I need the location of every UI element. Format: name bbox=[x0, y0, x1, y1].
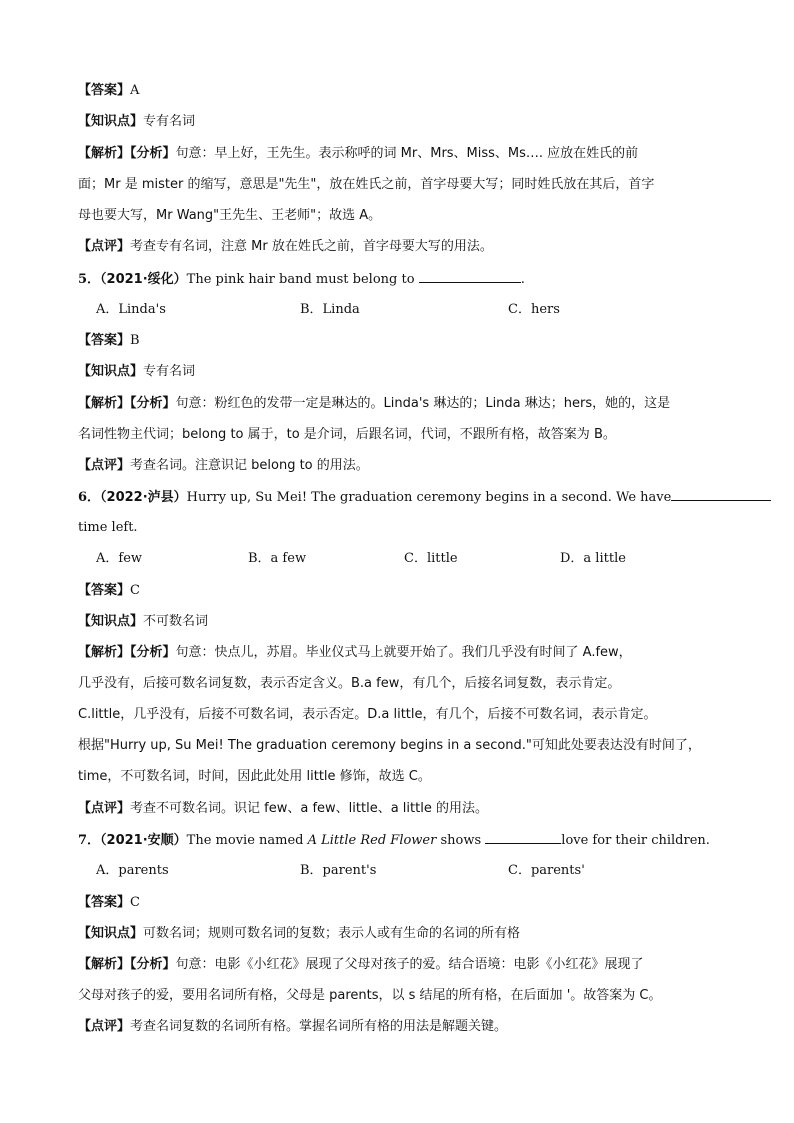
q7-stem-line bbox=[78, 831, 710, 850]
q6-knowledge-line bbox=[78, 613, 208, 631]
q7-option-a: A．parents bbox=[96, 863, 169, 878]
q7-number: 7． bbox=[78, 833, 101, 848]
analysis-tag: 【解析】 bbox=[78, 396, 131, 411]
q7-stem-mid: shows bbox=[436, 833, 486, 848]
q5-answer-line bbox=[78, 332, 140, 350]
knowledge-tag: 【知识点】 bbox=[78, 614, 144, 629]
q5-knowledge: 专有名词 bbox=[143, 364, 196, 379]
q6-analysis-line-1 bbox=[78, 644, 632, 662]
fenxi-tag: 【分析】 bbox=[130, 957, 176, 972]
comment-tag: 【点评】 bbox=[78, 1019, 131, 1034]
q7-analysis-text-1: 句意：电影《小红花》展现了父母对孩子的爱。结合语境：电影《小红花》展现了 bbox=[175, 957, 644, 972]
q5-option-c: C．hers bbox=[508, 302, 560, 317]
q7-answer: C bbox=[130, 895, 140, 910]
q5-comment: 考查名词。注意识记 belong to 的用法。 bbox=[130, 458, 369, 473]
q5-option-b: B．Linda bbox=[300, 302, 360, 317]
q7-knowledge-line bbox=[78, 925, 520, 943]
q6-stem: Hurry up, Su Mei! The graduation ceremony begins in a second. We have bbox=[186, 490, 672, 505]
fenxi-tag: 【分析】 bbox=[130, 396, 176, 411]
q6-answer: C bbox=[130, 583, 140, 598]
knowledge-tag: 【知识点】 bbox=[78, 364, 144, 379]
comment-tag: 【点评】 bbox=[78, 239, 131, 254]
q6-answer-blank bbox=[671, 488, 771, 501]
q7-knowledge: 可数名词；规则可数名词的复数；表示人或有生命的名词的所有格 bbox=[143, 926, 521, 941]
q7-option-c: C．parents' bbox=[508, 863, 585, 878]
q5-knowledge-line bbox=[78, 363, 195, 381]
q7-option-b: B．parent's bbox=[300, 863, 377, 878]
answer-tag: 【答案】 bbox=[78, 583, 131, 598]
fenxi-tag: 【分析】 bbox=[130, 146, 176, 161]
q7-source: （2021·安顺） bbox=[100, 833, 187, 848]
q7-analysis-line-1 bbox=[78, 956, 644, 974]
q6-option-d: D．a little bbox=[560, 551, 626, 566]
q4-analysis-line-2: 面；Mr 是 mister 的缩写，意思是"先生"，放在姓氏之前，首字母要大写；同时姓氏放在其后，首字 bbox=[78, 177, 655, 192]
answer-tag: 【答案】 bbox=[78, 83, 131, 98]
q5-answer-blank bbox=[419, 270, 521, 283]
q5-analysis-text-1: 句意：粉红色的发带一定是琳达的。Linda's 琳达的；Linda 琳达；hers，她的，这是 bbox=[175, 396, 671, 411]
knowledge-tag: 【知识点】 bbox=[78, 114, 144, 129]
q5-analysis-line-1 bbox=[78, 395, 670, 413]
q6-comment-line bbox=[78, 800, 488, 818]
q7-stem-pre: The movie named bbox=[186, 833, 308, 848]
q5-answer: B bbox=[130, 333, 140, 348]
q4-analysis-line-1 bbox=[78, 145, 638, 163]
q4-comment-line bbox=[78, 238, 493, 256]
q6-analysis-text-1: 句意：快点儿，苏眉。毕业仪式马上就要开始了。我们几乎没有时间了 A.few， bbox=[175, 645, 632, 660]
q6-option-a: A．few bbox=[96, 551, 143, 566]
q5-source: （2021·绥化） bbox=[100, 272, 187, 287]
q7-analysis-line-2: 父母对孩子的爱，要用名词所有格，父母是 parents，以 s 结尾的所有格，在后面加 '。故答案为 C。 bbox=[78, 988, 662, 1003]
q4-knowledge-line bbox=[78, 113, 195, 131]
q6-analysis-line-4: 根据"Hurry up, Su Mei! The graduation ceremony begins in a second."可知此处要表达没有时间了， bbox=[78, 738, 701, 753]
q6-option-b: B．a few bbox=[248, 551, 307, 566]
q4-knowledge: 专有名词 bbox=[143, 114, 196, 129]
q6-source: （2022·泸县） bbox=[100, 490, 187, 505]
q7-answer-line bbox=[78, 894, 140, 912]
comment-tag: 【点评】 bbox=[78, 458, 131, 473]
q4-answer: A bbox=[130, 83, 140, 98]
q6-knowledge: 不可数名词 bbox=[143, 614, 209, 629]
fenxi-tag: 【分析】 bbox=[130, 645, 176, 660]
analysis-tag: 【解析】 bbox=[78, 645, 131, 660]
analysis-tag: 【解析】 bbox=[78, 146, 131, 161]
analysis-tag: 【解析】 bbox=[78, 957, 131, 972]
q4-comment: 考查专有名词，注意 Mr 放在姓氏之前，首字母要大写的用法。 bbox=[130, 239, 493, 254]
q6-option-c: C．little bbox=[404, 551, 458, 566]
q6-comment: 考查不可数名词。识记 few、a few、little、a little 的用法。 bbox=[130, 801, 488, 816]
answer-tag: 【答案】 bbox=[78, 333, 131, 348]
q6-stem-line-2: time left. bbox=[78, 520, 138, 535]
q4-answer-line bbox=[78, 82, 139, 100]
q7-comment-line bbox=[78, 1018, 507, 1036]
q5-number: 5． bbox=[78, 272, 101, 287]
q6-analysis-line-3: C.little，几乎没有，后接不可数名词，表示否定。D.a little，有几个，后接不可数名词，表示肯定。 bbox=[78, 707, 657, 722]
q4-analysis-text-1: 句意：早上好，王先生。表示称呼的词 Mr、Mrs、Miss、Ms…. 应放在姓氏的前 bbox=[175, 146, 639, 161]
q6-stem-line bbox=[78, 488, 771, 507]
q7-answer-blank bbox=[485, 831, 561, 844]
q7-comment: 考查名词复数的名词所有格。掌握名词所有格的用法是解题关键。 bbox=[130, 1019, 508, 1034]
q5-stem-line bbox=[78, 270, 525, 289]
q7-stem-post: love for their children. bbox=[561, 833, 710, 848]
q6-number: 6． bbox=[78, 490, 101, 505]
q6-analysis-line-2: 几乎没有，后接可数名词复数，表示否定含义。B.a few，有几个，后接名词复数，表示肯定。 bbox=[78, 676, 621, 691]
q5-analysis-line-2: 名词性物主代词；belong to 属于，to 是介词，后跟名词，代词，不跟所有格，故答案为 B。 bbox=[78, 427, 616, 442]
q5-stem-end: . bbox=[520, 272, 525, 287]
q4-analysis-line-3: 母也要大写，Mr Wang"王先生、王老师"；故选 A。 bbox=[78, 208, 382, 223]
answer-tag: 【答案】 bbox=[78, 895, 131, 910]
comment-tag: 【点评】 bbox=[78, 801, 131, 816]
q5-stem: The pink hair band must belong to bbox=[186, 272, 415, 287]
q6-answer-line bbox=[78, 582, 140, 600]
q5-comment-line bbox=[78, 457, 369, 475]
knowledge-tag: 【知识点】 bbox=[78, 926, 144, 941]
q6-analysis-line-5: time，不可数名词，时间，因此此处用 little 修饰，故选 C。 bbox=[78, 769, 431, 784]
q7-movie-title: A Little Red Flower bbox=[307, 833, 437, 848]
q5-option-a: A．Linda's bbox=[96, 302, 166, 317]
